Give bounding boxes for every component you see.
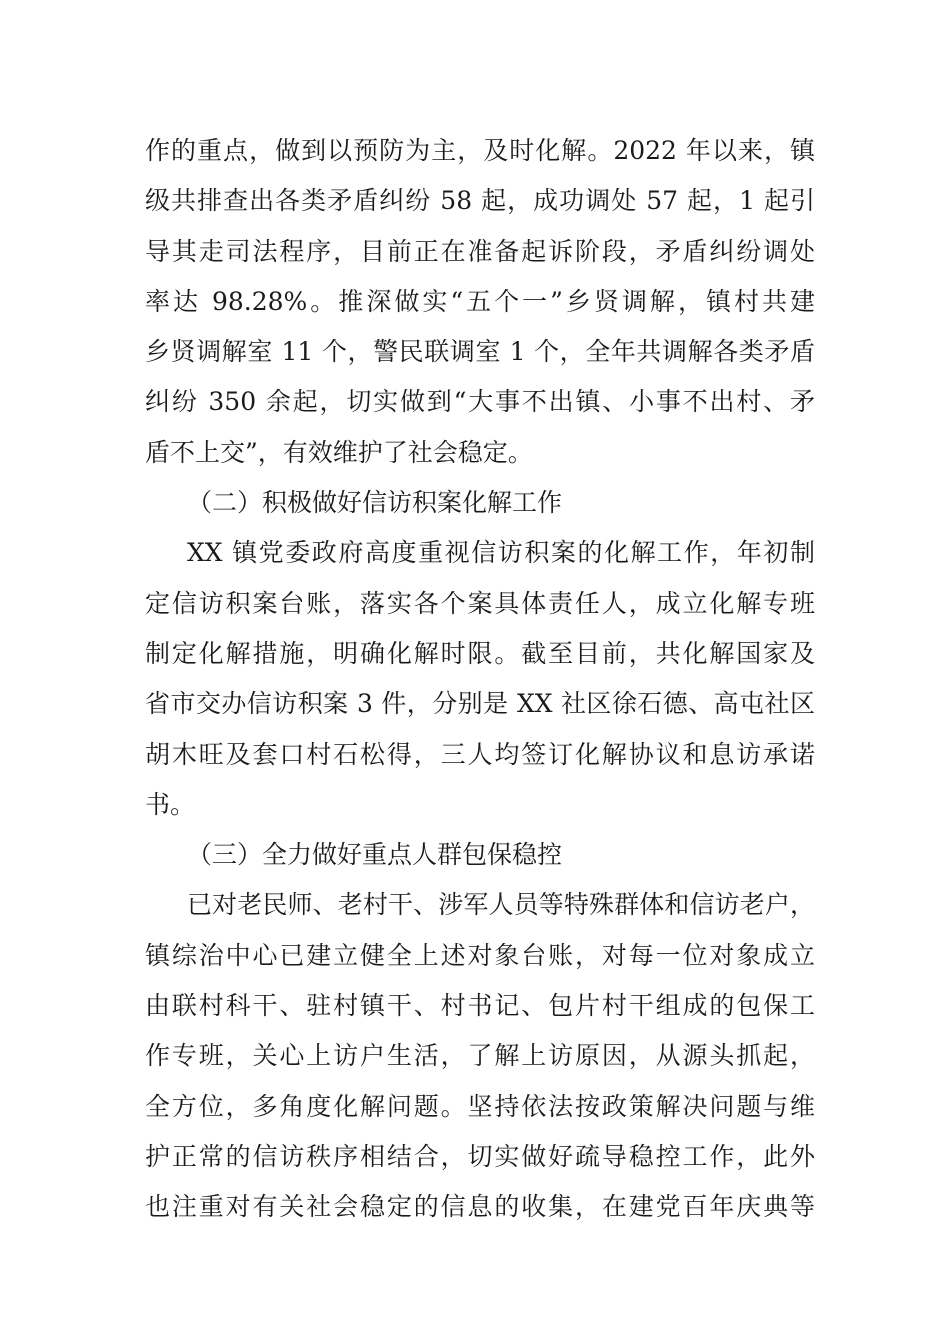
text-line: 书。: [145, 789, 196, 819]
text-line: 护正常的信访秩序相结合，切实做好疏导稳控工作，此外: [145, 1141, 815, 1171]
text-line: 作专班，关心上访户生活，了解上访原因，从源头抓起，: [145, 1041, 815, 1071]
section-heading: （三）全力做好重点人群包保稳控: [187, 840, 563, 870]
paragraph-dispute-resolution: [145, 126, 815, 478]
text-line: 也注重对有关社会稳定的信息的收集，在建党百年庆典等: [145, 1192, 815, 1222]
paragraph-petition-backlog: [145, 528, 815, 830]
text-line: 率达 98.28%。推深做实“五个一”乡贤调解，镇村共建: [145, 286, 815, 316]
paragraph-key-groups: [145, 880, 815, 1232]
section-heading: （二）积极做好信访积案化解工作: [187, 488, 563, 518]
text-line: 省市交办信访积案 3 件，分别是 XX 社区徐石德、高屯社区: [145, 689, 815, 719]
text-line: 由联村科干、驻村镇干、村书记、包片村干组成的包保工: [145, 991, 815, 1021]
text-line: 已对老民师、老村干、涉军人员等特殊群体和信访老户，: [187, 890, 815, 920]
text-line: 定信访积案台账，落实各个案具体责任人，成立化解专班: [145, 588, 815, 618]
text-line: 制定化解措施，明确化解时限。截至目前，共化解国家及: [145, 638, 815, 668]
document-body: [145, 126, 815, 1233]
text-line: XX 镇党委政府高度重视信访积案的化解工作，年初制: [187, 538, 815, 568]
text-line: 乡贤调解室 11 个，警民联调室 1 个，全年共调解各类矛盾: [145, 337, 815, 367]
text-line: 作的重点，做到以预防为主，及时化解。2022 年以来，镇: [145, 136, 815, 165]
text-line: 盾不上交”，有效维护了社会稳定。: [145, 437, 533, 467]
text-line: 纠纷 350 余起，切实做到“大事不出镇、小事不出村、矛: [145, 387, 815, 417]
text-line: 全方位，多角度化解问题。坚持依法按政策解决问题与维: [145, 1091, 815, 1121]
text-line: 胡木旺及套口村石松得，三人均签订化解协议和息访承诺: [145, 739, 815, 769]
section-heading-petition-backlog: [145, 478, 815, 528]
text-line: 镇综治中心已建立健全上述对象台账，对每一位对象成立: [145, 940, 815, 970]
text-line: 导其走司法程序，目前正在准备起诉阶段，矛盾纠纷调处: [145, 236, 815, 266]
section-heading-key-groups: [145, 830, 815, 880]
text-line: 级共排查出各类矛盾纠纷 58 起，成功调处 57 起，1 起引: [145, 186, 815, 216]
